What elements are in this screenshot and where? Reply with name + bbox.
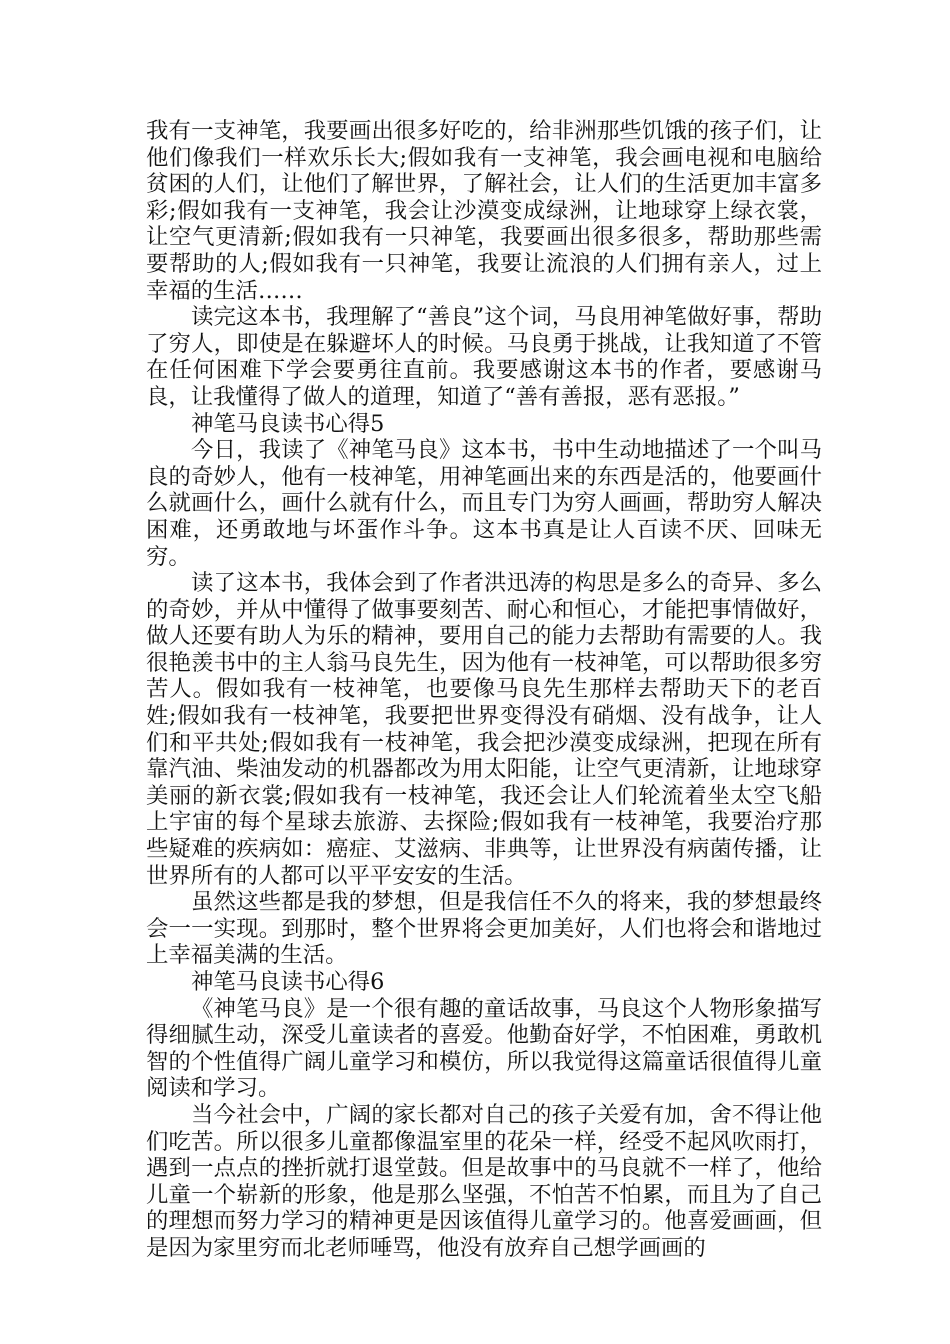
paragraph-5-intro: 今日，我读了《神笔马良》这本书，书中生动地描述了一个叫马良的奇妙人，他有一枝神笔，用神笔画出来的东西是活的，他要画什么就画什么，画什么就有什么，而且专门为穷人画画，帮助穷人解决困难，还勇敢地与坏蛋作斗争。这本书真是让人百读不厌、回味无穷。 bbox=[146, 437, 822, 570]
paragraph-5-conclusion: 虽然这些都是我的梦想，但是我信任不久的将来，我的梦想最终会一一实现。到那时，整个世界将会更加美好，人们也将会和谐地过上幸福美满的生活。 bbox=[146, 889, 822, 969]
section-heading-6: 神笔马良读书心得6 bbox=[191, 969, 385, 995]
paragraph-continuation: 我有一支神笔，我要画出很多好吃的，给非洲那些饥饿的孩子们，让他们像我们一样欢乐长大;假如我有一支神笔，我会画电视和电脑给贫困的人们，让他们了解世界，了解社会，让人们的生活更加丰富多彩;假如我有一支神笔，我会让沙漠变成绿洲，让地球穿上绿衣裳，让空气更清新;假如我有一只神笔，我要画出很多很多，帮助那些需要帮助的人;假如我有一只神笔，我要让流浪的人们拥有亲人，过上幸福的生活…… bbox=[146, 118, 822, 304]
paragraph-6-intro: 《神笔马良》是一个很有趣的童话故事，马良这个人物形象描写得细腻生动，深受儿童读者的喜爱。他勤奋好学，不怕困难，勇敢机智的个性值得广阔儿童学习和模仿，所以我觉得这篇童话很值得儿童阅读和学习。 bbox=[146, 995, 822, 1102]
paragraph-6-body: 当今社会中，广阔的家长都对自己的孩子关爱有加，舍不得让他们吃苦。所以很多儿童都像温室里的花朵一样，经受不起风吹雨打，遇到一点点的挫折就打退堂鼓。但是故事中的马良就不一样了，他给儿童一个崭新的形象，他是那么坚强，不怕苦不怕累，而且为了自己的理想而努力学习的精神更是因该值得儿童学习的。他喜爱画画，但是因为家里穷而北老师唾骂，他没有放弃自己想学画画的 bbox=[146, 1101, 822, 1261]
paragraph-5-reflection: 读了这本书，我体会到了作者洪迅涛的构思是多么的奇异、多么的奇妙，并从中懂得了做事要刻苦、耐心和恒心，才能把事情做好，做人还要有助人为乐的精神，要用自己的能力去帮助有需要的人。我很艳羡书中的主人翁马良先生，因为他有一枝神笔，可以帮助很多穷苦人。假如我有一枝神笔，也要像马良先生那样去帮助天下的老百姓;假如我有一枝神笔，我要把世界变得没有硝烟、没有战争，让人们和平共处;假如我有一枝神笔，我会把沙漠变成绿洲，把现在所有靠汽油、柴油发动的机器都改为用太阳能，让空气更清新，让地球穿美丽的新衣裳;假如我有一枝神笔，我还会让人们轮流着坐太空飞船上宇宙的每个星球去旅游、去探险;假如我有一枝神笔，我要治疗那些疑难的疾病如：癌症、艾滋病、非典等，让世界没有病菌传播，让世界所有的人都可以平平安安的生活。 bbox=[146, 570, 822, 889]
section-heading-5: 神笔马良读书心得5 bbox=[191, 410, 385, 437]
paragraph-reflection-1: 读完这本书，我理解了“善良”这个词，马良用神笔做好事，帮助了穷人，即使是在躲避坏人的时候。马良勇于挑战，让我知道了不管在任何困难下学会要勇往直前。我要感谢这本书的作者，要感谢马良，让我懂得了做人的道理，知道了“善有善报，恶有恶报。” bbox=[146, 304, 822, 410]
document-body bbox=[146, 118, 822, 1262]
